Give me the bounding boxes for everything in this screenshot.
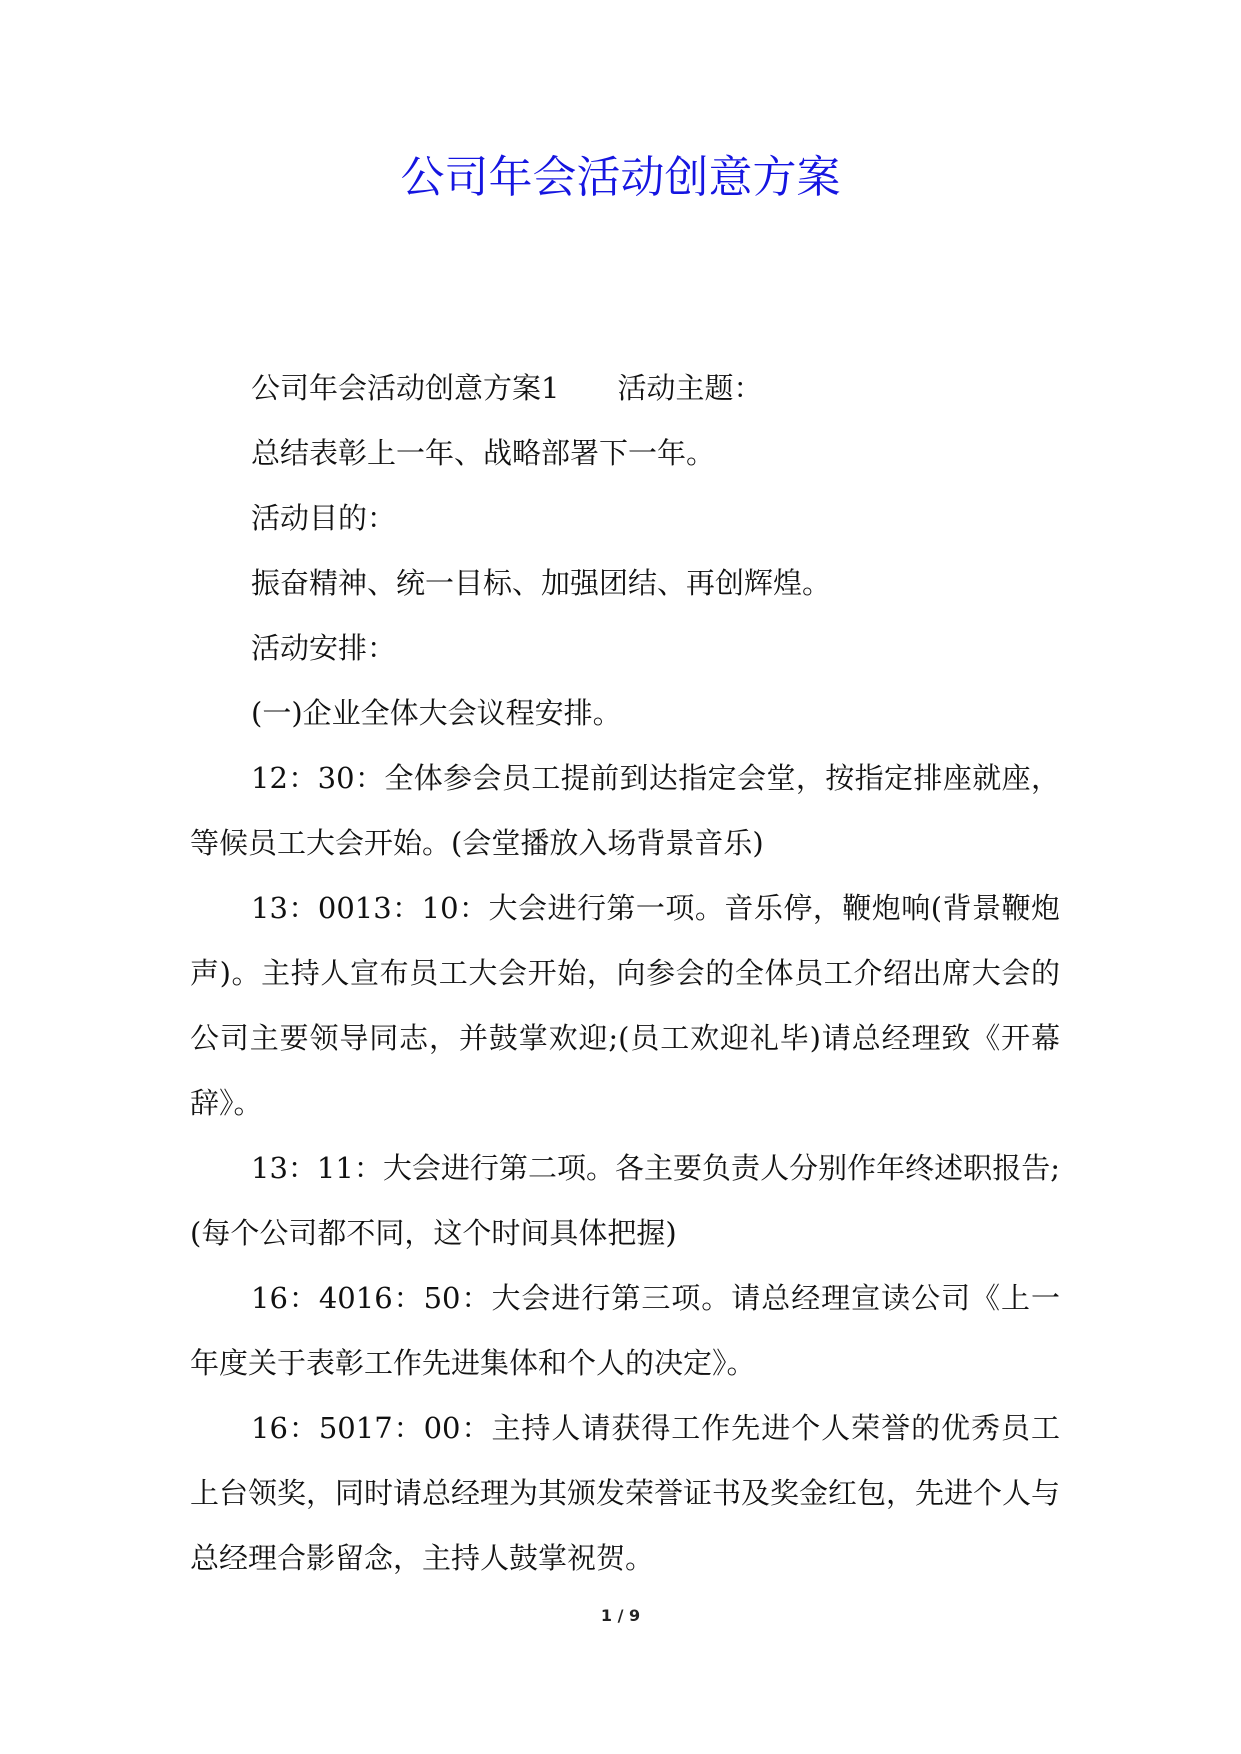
paragraph-1 — [190, 356, 1060, 421]
document-body — [190, 356, 1060, 1591]
page-number: 1 / 9 — [600, 1606, 641, 1625]
paragraph-3: 活动目的： — [251, 501, 397, 535]
paragraph-5: 活动安排： — [251, 631, 397, 665]
paragraph-2: 总结表彰上一年、战略部署下一年。 — [251, 436, 716, 470]
paragraph-11: 16：5017：00：主持人请获得工作先进个人荣誉的优秀员工上台领奖，同时请总经理为其颁发荣誉证书及奖金红包，先进个人与总经理合影留念，主持人鼓掌祝贺。 — [190, 1411, 1061, 1575]
paragraph-10: 16：4016：50：大会进行第三项。请总经理宣读公司《上一年度关于表彰工作先进集体和个人的决定》。 — [190, 1281, 1060, 1380]
paragraph-8: 13：0013：10：大会进行第一项。音乐停，鞭炮响(背景鞭炮声)。主持人宣布员工大会开始，向参会的全体员工介绍出席大会的公司主要领导同志，并鼓掌欢迎;(员工欢迎礼毕)请总经理致《开幕辞》。 — [190, 891, 1060, 1120]
document-title: 公司年会活动创意方案 — [400, 152, 841, 203]
paragraph-9: 13：11：大会进行第二项。各主要负责人分别作年终述职报告;(每个公司都不同，这个时间具体把握) — [190, 1151, 1060, 1250]
theme-label: 活动主题： — [617, 371, 763, 405]
paragraph-1-heading: 公司年会活动创意方案1 — [251, 371, 560, 405]
paragraph-7: 12：30：全体参会员工提前到达指定会堂，按指定排座就座，等候员工大会开始。(会堂播放入场背景音乐) — [190, 761, 1060, 860]
paragraph-4: 振奋精神、统一目标、加强团结、再创辉煌。 — [251, 566, 832, 600]
paragraph-6: (一)企业全体大会议程安排。 — [251, 696, 622, 730]
